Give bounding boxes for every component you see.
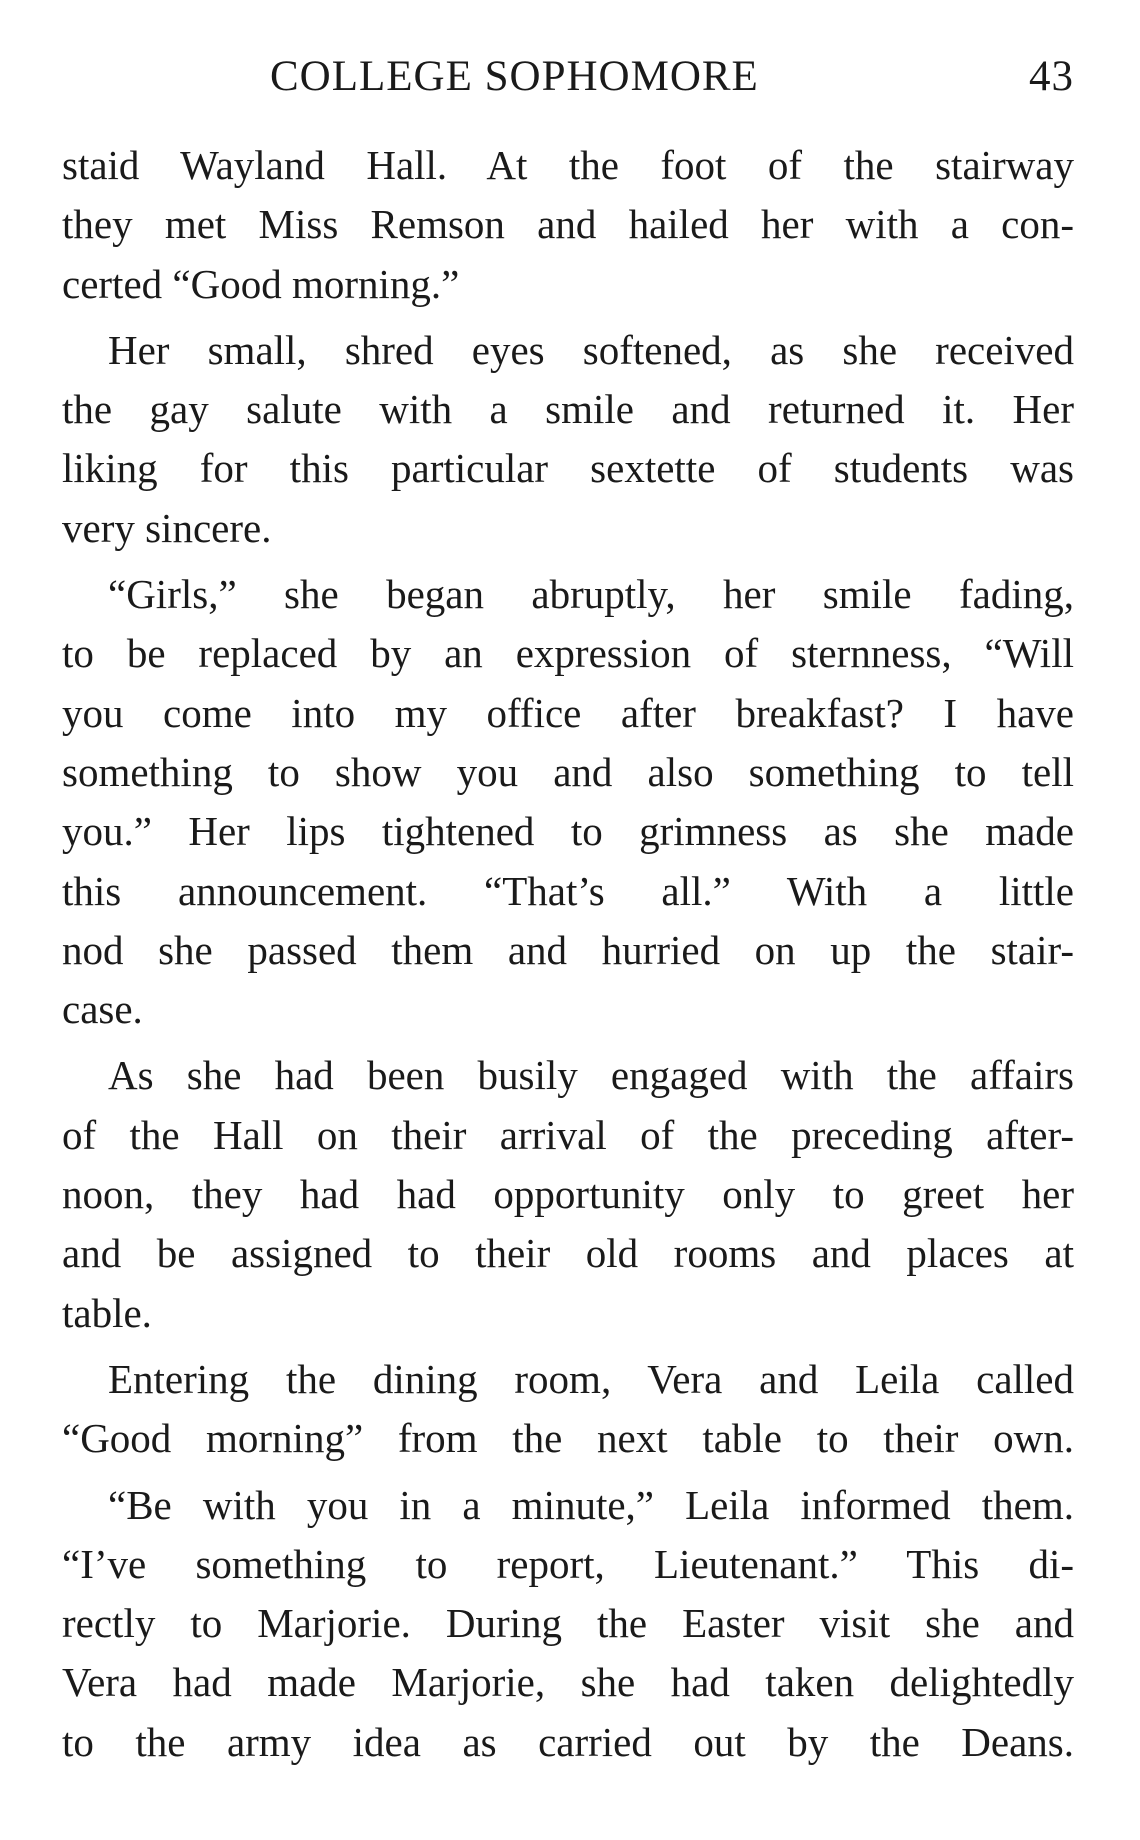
text-line: “I’ve something to report, Lieutenant.” This di- [62,1540,1074,1587]
text-line: and be assigned to their old rooms and places at [62,1230,1074,1277]
paragraph [62,565,1074,1039]
text-line: Her small, shred eyes softened, as she received [108,326,1074,373]
text-line: “Girls,” she began abruptly, her smile fading, [108,571,1074,618]
text-line: you.” Her lips tightened to grimness as she made [62,808,1074,855]
text-line: this announcement. “That’s all.” With a little [62,867,1074,914]
running-header [62,52,1074,112]
text-line: Vera had made Marjorie, she had taken delightedly [62,1659,1074,1706]
text-line: something to show you and also something to tell [62,748,1074,795]
page-number: 43 [1029,53,1074,100]
text-line: Entering the dining room, Vera and Leila called [108,1355,1074,1402]
paragraph [62,1046,1074,1342]
text-line: table. [62,1289,152,1336]
text-line: of the Hall on their arrival of the preceding after- [62,1111,1074,1158]
running-title: COLLEGE SOPHOMORE [270,53,759,100]
text-line: staid Wayland Hall. At the foot of the stairway [62,142,1074,188]
text-line: the gay salute with a smile and returned it. Her [62,386,1074,433]
paragraph [62,1476,1074,1772]
text-line: rectly to Marjorie. During the Easter visit she and [62,1600,1074,1647]
text-line: As she had been busily engaged with the affairs [108,1052,1074,1099]
text-line: very sincere. [62,504,272,551]
page-body [62,136,1074,1772]
text-line: you come into my office after breakfast? I have [62,689,1074,736]
text-line: case. [62,986,143,1033]
paragraph [62,321,1074,558]
text-line: they met Miss Remson and hailed her with a con- [62,201,1074,248]
text-line: to be replaced by an expression of sternness, “Will [62,630,1074,677]
text-line: liking for this particular sextette of students was [62,445,1074,492]
text-line: to the army idea as carried out by the Deans. [62,1718,1074,1765]
text-line: noon, they had had opportunity only to greet her [62,1171,1074,1218]
text-line: “Be with you in a minute,” Leila informed them. [108,1481,1074,1528]
text-line: nod she passed them and hurried on up the stair- [62,926,1074,973]
text-line: certed “Good morning.” [62,260,460,307]
book-page [62,52,1074,1772]
paragraph [62,1350,1074,1469]
text-line: “Good morning” from the next table to their own. [62,1415,1074,1462]
paragraph [62,136,1074,314]
